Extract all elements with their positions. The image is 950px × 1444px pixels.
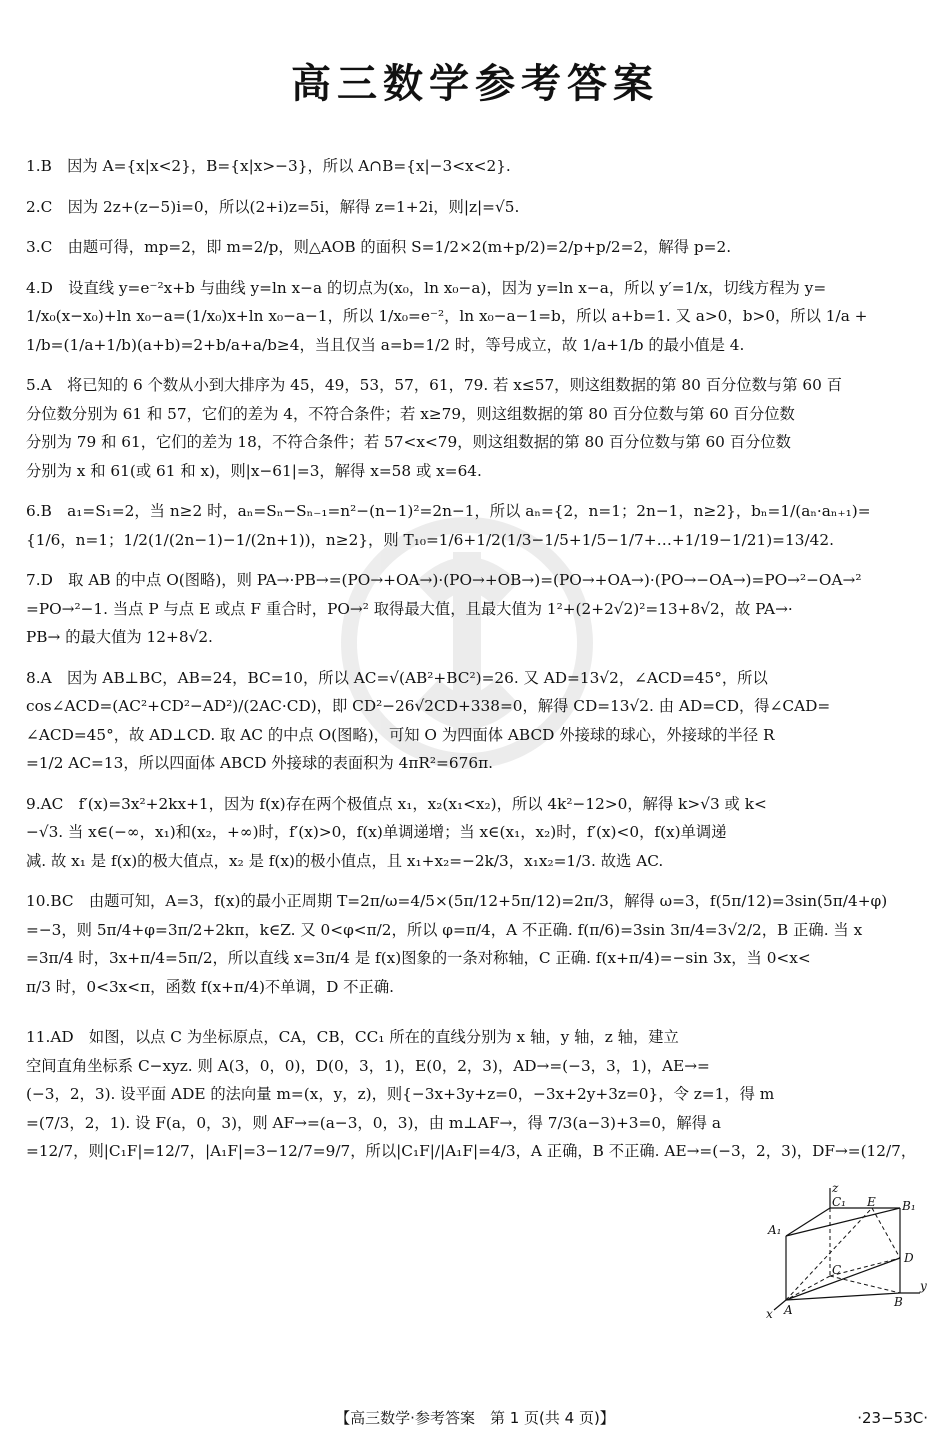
answer-line: 10.BC 由题可知，A=3，f(x)的最小正周期 T=2π/ω=4/5×(5π/12+5π/12)=2π/3，解得 ω=3，f(5π/12)=3sin(5π/4+φ): [26, 892, 888, 910]
answer-line: 9.AC f′(x)=3x²+2kx+1，因为 f(x)存在两个极值点 x₁，x₂(x₁<x₂)，所以 4k²−12>0，解得 k>√3 或 k<: [26, 794, 767, 813]
answer-line: =PO→²−1. 当点 P 与点 E 或点 F 重合时，PO→² 取得最大值，且最大值为 1²+(2+2√2)²=13+8√2，故 PA→·: [26, 599, 793, 618]
answer-line: =12/7，则|C₁F|=12/7，|A₁F|=3−12/7=9/7，所以|C₁F|/|A₁F|=4/3，A 正确，B 不正确. AE→=(−3，2，3)，DF→=(12/7，: [26, 1142, 917, 1160]
answer-line: =−3，则 5π/4+φ=3π/2+2kπ，k∈Z. 又 0<φ<π/2，所以 φ=π/4，A 不正确. f(π/6)=3sin 3π/4=3√2/2，B 正确. 当 x: [26, 920, 863, 939]
answer-item: [26, 233, 926, 262]
answer-line: 1/b=(1/a+1/b)(a+b)=2+b/a+a/b≥4，当且仅当 a=b=1/2 时，等号成立，故 1/a+1/b 的最小值是 4.: [26, 335, 745, 354]
answer-line: 空间直角坐标系 C−xyz. 则 A(3，0，0)，D(0，3，1)，E(0，2，3)，AD→=(−3，3，1)，AE→=: [26, 1056, 710, 1075]
answer-line: 2.C 因为 2z+(z−5)i=0，所以(2+i)z=5i，解得 z=1+2i，则|z|=√5.: [26, 197, 520, 216]
answer-line: 分别为 79 和 61，它们的差为 18，不符合条件；若 57<x<79，则这组数据的第 80 百分位数与第 60 百分位数: [26, 433, 791, 451]
label-d: D: [904, 1251, 914, 1265]
label-b: B: [894, 1295, 903, 1309]
answer-item: [26, 664, 926, 778]
answer-line: π/3 时，0<3x<π，函数 f(x+π/4)不单调，D 不正确.: [26, 977, 394, 996]
answer-line: 5.A 将已知的 6 个数从小到大排序为 45，49，53，57，61，79. 若 x≤57，则这组数据的第 80 百分位数与第 60 百: [26, 376, 843, 394]
answer-line: 11.AD 如图，以点 C 为坐标原点，CA，CB，CC₁ 所在的直线分别为 x 轴，y 轴，z 轴，建立: [26, 1028, 679, 1046]
answer-line: 7.D 取 AB 的中点 O(图略)，则 PA→·PB→=(PO→+OA→)·(PO→+OB→)=(PO→+OA→)·(PO→−OA→)=PO→²−OA→²: [26, 571, 862, 589]
answer-line: 3.C 由题可得，mp=2，即 m=2/p，则△AOB 的面积 S=1/2×2(m+p/2)=2/p+p/2=2，解得 p=2.: [26, 238, 732, 256]
answer-item: [26, 152, 926, 181]
answers-list: [26, 140, 926, 1166]
label-y: y: [920, 1279, 927, 1293]
answer-item: [26, 1023, 926, 1166]
answer-line: ∠ACD=45°，故 AD⊥CD. 取 AC 的中点 O(图略)，可知 O 为四面体 ABCD 外接球的球心，外接球的半径 R: [26, 725, 775, 744]
answer-line: 8.A 因为 AB⊥BC，AB=24，BC=10，所以 AC=√(AB²+BC²)=26. 又 AD=13√2，∠ACD=45°，所以: [26, 668, 768, 687]
answer-line: 分位数分别为 61 和 57，它们的差为 4，不符合条件；若 x≥79，则这组数据的第 80 百分位数与第 60 百分位数: [26, 404, 795, 423]
label-b1: B₁: [902, 1199, 916, 1213]
answer-line: 4.D 设直线 y=e⁻²x+b 与曲线 y=ln x−a 的切点为(x₀，ln x₀−a)，因为 y=ln x−a，所以 y′=1/x，切线方程为 y=: [26, 278, 827, 297]
answer-item: [26, 371, 926, 485]
answer-line: {1/6，n=1；1/2(1/(2n−1)−1/(2n+1))，n≥2}，则 T₁₀=1/6+1/2(1/3−1/5+1/5−1/7+…+1/19−1/21)=13/42.: [26, 530, 834, 549]
page-footer: [0, 1403, 950, 1433]
answer-item: [26, 193, 926, 222]
answer-item: [26, 887, 926, 1001]
answer-line: (−3，2，3). 设平面 ADE 的法向量 m=(x，y，z)，则{−3x+3y+z=0，−3x+2y+3z=0}，令 z=1，得 m: [26, 1085, 775, 1103]
answer-line: PB→ 的最大值为 12+8√2.: [26, 628, 213, 646]
answer-line: 分别为 x 和 61(或 61 和 x)，则|x−61|=3，解得 x=58 或 x=64.: [26, 461, 482, 480]
answer-line: 1/x₀(x−x₀)+ln x₀−a=(1/x₀)x+ln x₀−a−1，所以 1/x₀=e⁻²，ln x₀−a−1=b，所以 a+b=1. 又 a>0，b>0，所以 1/a +: [26, 307, 868, 325]
label-e: E: [867, 1195, 876, 1209]
footer-page-info: 【高三数学·参考答案 第 1 页(共 4 页)】: [335, 1409, 615, 1427]
answer-item: [26, 566, 926, 652]
label-a: A: [784, 1303, 793, 1317]
answer-item: [26, 274, 926, 360]
label-x: x: [766, 1307, 773, 1321]
answer-item: [26, 497, 926, 554]
answer-line: 6.B a₁=S₁=2，当 n≥2 时，aₙ=Sₙ−Sₙ₋₁=n²−(n−1)²=2n−1，所以 aₙ={2，n=1；2n−1，n≥2}，bₙ=1/(aₙ·aₙ₊₁)=: [26, 502, 871, 520]
footer-code: ·23−53C·: [857, 1409, 928, 1427]
label-c: C: [832, 1263, 842, 1277]
answer-line: cos∠ACD=(AC²+CD²−AD²)/(2AC·CD)，即 CD²−26√2CD+338=0，解得 CD=13√2. 由 AD=CD，得∠CAD=: [26, 697, 831, 715]
answer-line: −√3. 当 x∈(−∞，x₁)和(x₂，+∞)时，f′(x)>0，f(x)单调递增；当 x∈(x₁，x₂)时，f′(x)<0，f(x)单调递: [26, 823, 727, 841]
label-c1: C₁: [832, 1195, 846, 1209]
label-z: z: [832, 1181, 839, 1195]
answer-line: =3π/4 时，3x+π/4=5π/2，所以直线 x=3π/4 是 f(x)图象的一条对称轴，C 正确. f(x+π/4)=−sin 3x，当 0<x<: [26, 949, 811, 967]
answer-line: =1/2 AC=13，所以四面体 ABCD 外接球的表面积为 4πR²=676π.: [26, 754, 493, 772]
page-title: 高三数学参考答案: [291, 61, 659, 107]
prism-figure: [760, 1178, 930, 1320]
answer-line: 1.B 因为 A={x|x<2}，B={x|x>−3}，所以 A∩B={x|−3<x<2}.: [26, 157, 511, 175]
answer-item: [26, 790, 926, 876]
answer-line: 减. 故 x₁ 是 f(x)的极大值点，x₂ 是 f(x)的极小值点，且 x₁+x₂=−2k/3，x₁x₂=1/3. 故选 AC.: [26, 851, 664, 870]
answer-line: =(7/3，2，1). 设 F(a，0，3)，则 AF→=(a−3，0，3)，由 m⊥AF→，得 7/3(a−3)+3=0，解得 a: [26, 1113, 721, 1132]
label-a1: A₁: [768, 1223, 782, 1237]
